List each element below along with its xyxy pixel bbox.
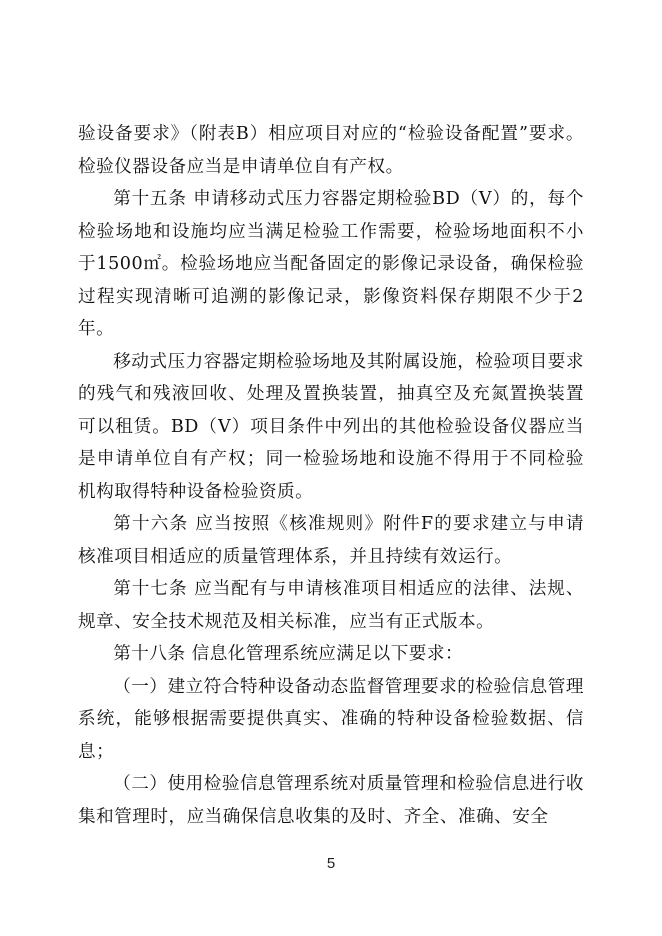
- page-number: 5: [326, 855, 336, 872]
- paragraph-item-2: （二）使用检验信息管理系统对质量管理和检验信息进行收集和管理时，应当确保信息收集的及时、齐全、准确、安全: [78, 774, 584, 827]
- paragraph-article-18: 第十八条 信息化管理系统应满足以下要求：: [113, 644, 464, 664]
- paragraph-article-16: 第十六条 应当按照《核准规则》附件F的要求建立与申请核准项目相适应的质量管理体系，并且持续有效运行。: [78, 514, 584, 567]
- document-body: [78, 118, 584, 833]
- paragraph-mobile-site: 移动式压力容器定期检验场地及其附属设施，检验项目要求的残气和残液回收、处理及置换装置，抽真空及充氮置换装置可以租赁。BD（Ⅴ）项目条件中列出的其他检验设备仪器应当是申请单位自有产权；同一检验场地和设施不得用于不同检验机构取得特种设备检验资质。: [78, 351, 584, 502]
- paragraph-1: 验设备要求》（附表B）相应项目对应的“检验设备配置”要求。检验仪器设备应当是申请单位自有产权。: [78, 124, 584, 177]
- paragraph-item-1: （一）建立符合特种设备动态监督管理要求的检验信息管理系统，能够根据需要提供真实、准确的特种设备检验数据、信息；: [78, 676, 584, 762]
- paragraph-article-15: 第十五条 申请移动式压力容器定期检验BD（Ⅴ）的，每个检验场地和设施均应当满足检验工作需要，检验场地面积不小于1500㎡。检验场地应当配备固定的影像记录设备，确保检验过程实现清晰可追溯的影像记录，影像资料保存期限不少于2 年。: [78, 189, 584, 339]
- paragraph-article-17: 第十七条 应当配有与申请核准项目相适应的法律、法规、规章、安全技术规范及相关标准，应当有正式版本。: [78, 579, 584, 632]
